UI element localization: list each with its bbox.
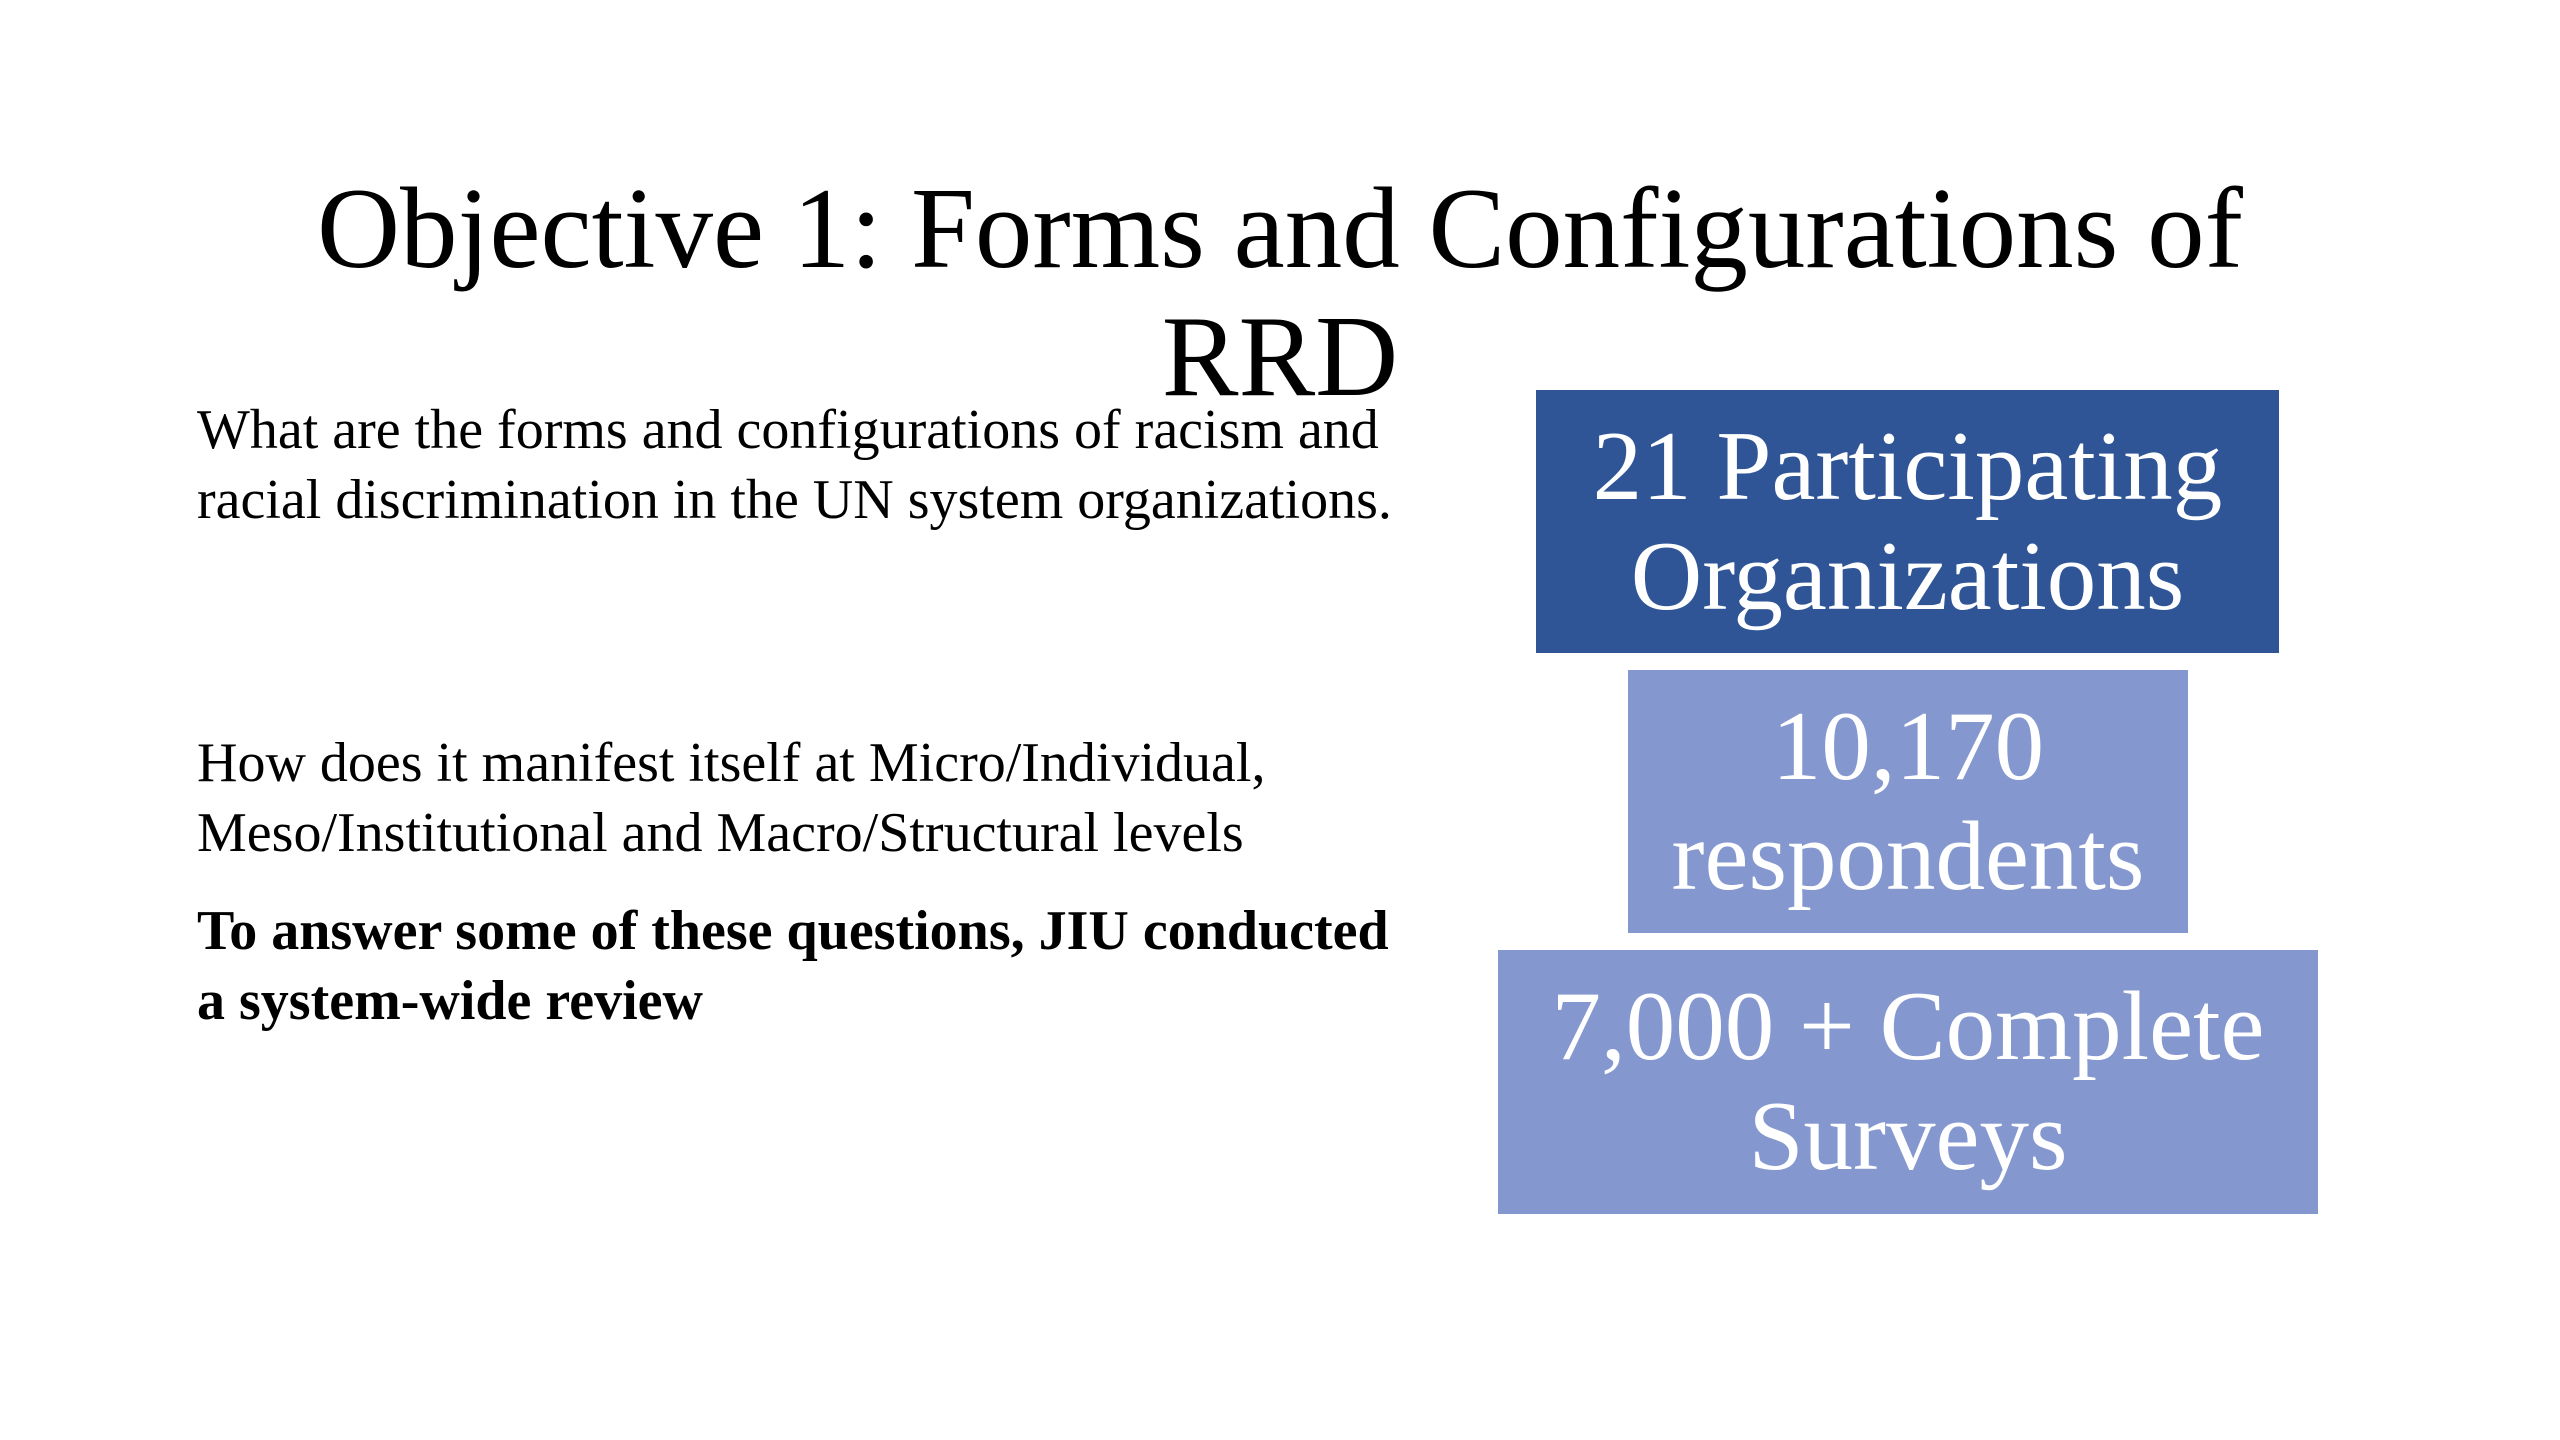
slide-title-line-2: RRD — [1161, 293, 1399, 421]
stat-surveys-line-2: Surveys — [1748, 1082, 2068, 1191]
stat-box-organizations — [1536, 390, 2279, 653]
slide-title-line-1: Objective 1: Forms and Configurations of — [317, 165, 2243, 293]
slide-title — [180, 165, 2380, 421]
stat-organizations-line-2: Organizations — [1630, 521, 2185, 631]
stat-respondents-line-1: 10,170 — [1771, 691, 2045, 801]
questions-column — [197, 395, 1417, 1036]
stat-box-surveys — [1498, 950, 2318, 1214]
question-manifest: How does it manifest itself at Micro/Individual, Meso/Institutional and Macro/Structural levels — [197, 732, 1266, 864]
question-forms: What are the forms and configurations of racism and racial discrimination in the UN system organizations. — [197, 399, 1392, 531]
stat-box-respondents — [1628, 670, 2188, 933]
review-note: To answer some of these questions, JIU conducted a system-wide review — [197, 900, 1389, 1032]
stat-respondents-line-2: respondents — [1671, 801, 2145, 911]
stat-surveys-line-1: 7,000 + Complete — [1551, 972, 2265, 1081]
stat-organizations-line-1: 21 Participating — [1592, 411, 2223, 521]
